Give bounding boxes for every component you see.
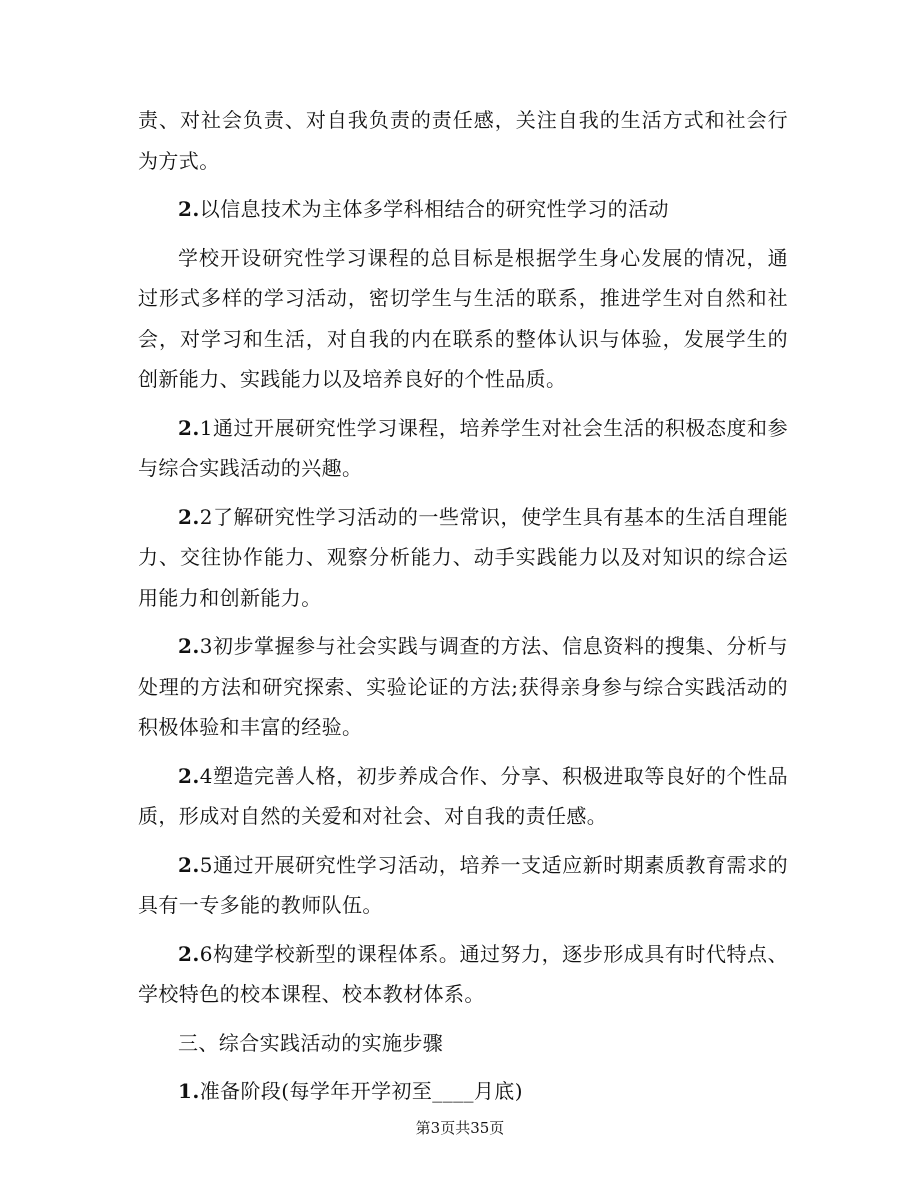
paragraph-8: 2.5通过开展研究性学习活动，培养一支适应新时期素质教育需求的具有一专多能的教师队伍。 [138, 852, 788, 917]
paragraph-7: 2.4塑造完善人格，初步养成合作、分享、积极进取等良好的个性品质，形成对自然的关爱和对社会、对自我的责任感。 [138, 763, 788, 828]
page-footer: 第3页共35页 [415, 1119, 505, 1137]
paragraph-2: 2.以信息技术为主体多学科相结合的研究性学习的活动 [178, 197, 669, 221]
paragraph-9: 2.6构建学校新型的课程体系。通过努力，逐步形成具有时代特点、学校特色的校本课程、校本教材体系。 [138, 941, 788, 1006]
document-body [138, 100, 788, 1112]
paragraph-4: 2.1通过开展研究性学习课程，培养学生对社会生活的积极态度和参与综合实践活动的兴趣。 [138, 415, 788, 480]
paragraph-3: 学校开设研究性学习课程的总目标是根据学生身心发展的情况，通过形式多样的学习活动，密切学生与生活的联系，推进学生对自然和社会，对学习和生活，对自我的内在联系的整体认识与体验，发展学生的创新能力、实践能力以及培养良好的个性品质。 [138, 245, 788, 391]
paragraph-6: 2.3初步掌握参与社会实践与调查的方法、信息资料的搜集、分析与处理的方法和研究探索、实验论证的方法;获得亲身参与综合实践活动的积极体验和丰富的经验。 [138, 634, 788, 739]
paragraph-5: 2.2了解研究性学习活动的一些常识，使学生具有基本的生活自理能力、交往协作能力、观察分析能力、动手实践能力以及对知识的综合运用能力和创新能力。 [138, 504, 788, 610]
paragraph-1: 责、对社会负责、对自我负责的责任感，关注自我的生活方式和社会行为方式。 [138, 108, 788, 173]
paragraph-11: 1.准备阶段(每学年开学初至____月底) [178, 1079, 523, 1103]
section-heading: 三、综合实践活动的实施步骤 [178, 1030, 444, 1055]
